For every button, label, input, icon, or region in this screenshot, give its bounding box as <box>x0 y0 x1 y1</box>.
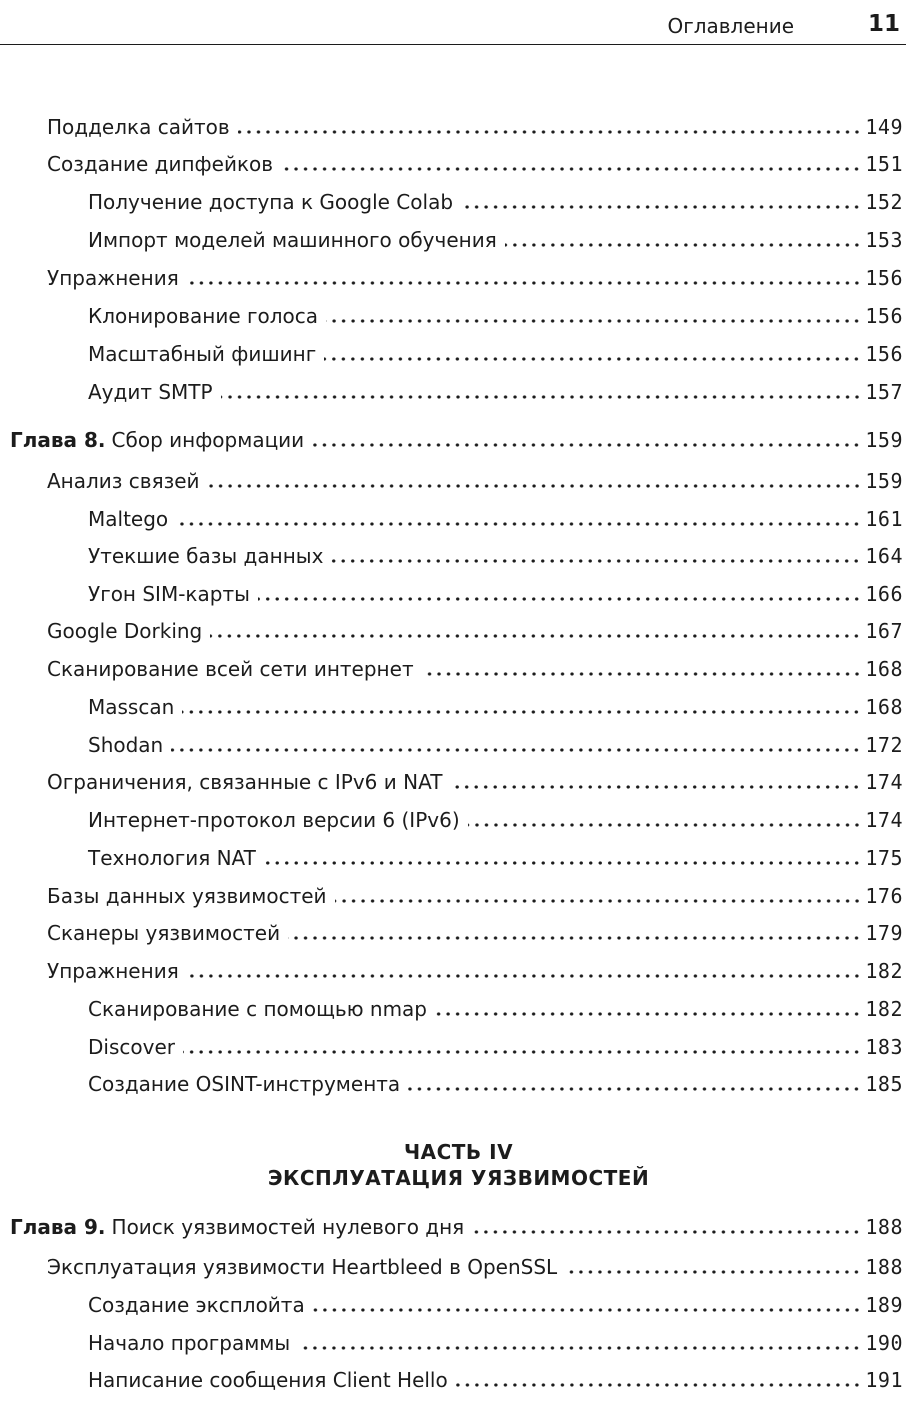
toc-entry-page: 161 <box>865 507 903 531</box>
toc-entry-page: 174 <box>865 770 903 794</box>
toc-entry[interactable] <box>0 690 917 720</box>
toc-entry-title: Создание OSINT-инструмента <box>88 1072 401 1096</box>
dot-leader <box>187 281 862 285</box>
toc-chapter-entry[interactable] <box>0 423 917 453</box>
dot-leader <box>176 522 861 526</box>
toc-entry-page: 164 <box>865 544 903 568</box>
toc-entry-page: 159 <box>865 469 903 493</box>
dot-leader <box>298 1346 861 1350</box>
toc-entry-title: Утекшие базы данных <box>88 544 324 568</box>
toc-entry[interactable] <box>0 1067 917 1097</box>
toc-entry-page: 185 <box>865 1072 903 1096</box>
toc-entry-title: Аудит SMTP <box>88 380 213 404</box>
dot-leader <box>183 1050 861 1054</box>
toc-entry-title: Интернет-протокол версии 6 (IPv6) <box>88 808 460 832</box>
toc-entry[interactable] <box>0 261 917 291</box>
toc-entry-title: Упражнения <box>47 959 179 983</box>
toc-entry-page: 188 <box>865 1215 903 1239</box>
toc-entry-page: 176 <box>865 884 903 908</box>
toc-entry[interactable] <box>0 539 917 569</box>
toc-entry-title: Создание эксплойта <box>88 1293 305 1317</box>
toc-entry-title: Масштабный фишинг <box>88 342 317 366</box>
dot-leader <box>264 861 861 865</box>
toc-entry-title: Masscan <box>88 695 175 719</box>
toc-entry-title: Импорт моделей машинного обучения <box>88 228 497 252</box>
dot-leader <box>171 748 861 752</box>
toc-entry-title: Угон SIM-карты <box>88 582 250 606</box>
toc-entry-title: Сканирование всей сети интернет <box>47 657 414 681</box>
toc-entry-title: Написание сообщения Client Hello <box>88 1368 448 1392</box>
chapter-label: Глава 8. <box>10 428 106 452</box>
dot-leader <box>468 823 862 827</box>
toc-entry[interactable] <box>0 728 917 758</box>
page-number: 11 <box>867 11 900 37</box>
dot-leader <box>472 1230 861 1234</box>
toc-entry[interactable] <box>0 879 917 909</box>
dot-leader <box>182 710 861 714</box>
toc-entry[interactable] <box>0 765 917 795</box>
toc-entry-title: Подделка сайтов <box>47 115 230 139</box>
dot-leader <box>326 319 861 323</box>
dot-leader <box>258 597 861 601</box>
toc-entry-title: Технология NAT <box>88 846 256 870</box>
toc-entry-page: 151 <box>865 152 903 176</box>
toc-entry-title: Discover <box>88 1035 175 1059</box>
toc-entry-title: Maltego <box>88 507 169 531</box>
dot-leader <box>210 634 861 638</box>
dot-leader <box>313 1308 862 1312</box>
chapter-label: Глава 9. <box>10 1215 106 1239</box>
toc-entry[interactable] <box>0 992 917 1022</box>
dot-leader <box>221 395 862 399</box>
toc-entry[interactable] <box>0 147 917 177</box>
toc-entry[interactable] <box>0 110 917 140</box>
toc-entry[interactable] <box>0 185 917 215</box>
toc-entry[interactable] <box>0 1288 917 1318</box>
toc-entry-title: Сканирование с помощью nmap <box>88 997 428 1021</box>
toc-entry[interactable] <box>0 803 917 833</box>
toc-entry-page: 172 <box>865 733 903 757</box>
toc-entry[interactable] <box>0 337 917 367</box>
toc-entry-page: 152 <box>865 190 903 214</box>
dot-leader <box>461 205 861 209</box>
toc-entry-page: 182 <box>865 997 903 1021</box>
running-header-title: Оглавление <box>667 14 794 38</box>
toc-entry-title: Начало программы <box>88 1331 291 1355</box>
part-title: ЭКСПЛУАТАЦИЯ УЯЗВИМОСТЕЙ <box>267 1166 650 1190</box>
dot-leader <box>187 974 862 978</box>
toc-entry[interactable] <box>0 1326 917 1356</box>
dot-leader <box>456 1383 862 1387</box>
dot-leader <box>312 443 861 447</box>
toc-entry[interactable] <box>0 916 917 946</box>
toc-entry[interactable] <box>0 954 917 984</box>
toc-entry[interactable] <box>0 577 917 607</box>
toc-entry-page: 183 <box>865 1035 903 1059</box>
dot-leader <box>238 130 862 134</box>
part-number: ЧАСТЬ IV <box>403 1140 514 1164</box>
toc-entry[interactable] <box>0 1363 917 1393</box>
toc-chapter-entry[interactable] <box>0 1210 917 1240</box>
toc-entry-page: 156 <box>865 342 903 366</box>
toc-entry-title: Клонирование голоса <box>88 304 319 328</box>
dot-leader <box>208 484 862 488</box>
toc-entry-page: 188 <box>865 1255 903 1279</box>
dot-leader <box>565 1270 861 1274</box>
toc-entry-page: 156 <box>865 304 903 328</box>
toc-entry-page: 157 <box>865 380 903 404</box>
toc-entry[interactable] <box>0 652 917 682</box>
toc-entry[interactable] <box>0 223 917 253</box>
toc-entry-title: Базы данных уязвимостей <box>47 884 327 908</box>
toc-entry[interactable] <box>0 464 917 494</box>
dot-leader <box>288 936 861 940</box>
toc-entry-title: Эксплуатация уязвимости Heartbleed в OpenSSL <box>47 1255 558 1279</box>
toc-entry-page: 156 <box>865 266 903 290</box>
dot-leader <box>408 1087 861 1091</box>
toc-entry-title: Сбор информации <box>111 428 305 452</box>
dot-leader <box>505 243 862 247</box>
toc-entry-title: Ограничения, связанные с IPv6 и NAT <box>47 770 443 794</box>
toc-entry-page: 167 <box>865 619 903 643</box>
toc-entry-page: 189 <box>865 1293 903 1317</box>
toc-entry-page: 191 <box>865 1368 903 1392</box>
toc-entry-page: 168 <box>865 695 903 719</box>
toc-entry-page: 149 <box>865 115 903 139</box>
toc-entry-title: Упражнения <box>47 266 179 290</box>
dot-leader <box>324 357 861 361</box>
dot-leader <box>335 899 862 903</box>
dot-leader <box>281 167 861 171</box>
dot-leader <box>450 785 861 789</box>
toc-entry[interactable] <box>0 1030 917 1060</box>
toc-entry-title: Создание дипфейков <box>47 152 274 176</box>
toc-entry-title: Google Dorking <box>47 619 203 643</box>
toc-entry-title: Анализ связей <box>47 469 200 493</box>
dot-leader <box>435 1012 861 1016</box>
toc-entry-page: 159 <box>865 428 903 452</box>
toc-entry-title: Сканеры уязвимостей <box>47 921 281 945</box>
toc-entry[interactable] <box>0 299 917 329</box>
toc-entry-page: 175 <box>865 846 903 870</box>
dot-leader <box>331 559 861 563</box>
toc-entry-page: 174 <box>865 808 903 832</box>
toc-entry-page: 166 <box>865 582 903 606</box>
toc-entry[interactable] <box>0 502 917 532</box>
toc-entry-page: 179 <box>865 921 903 945</box>
toc-entry-page: 190 <box>865 1331 903 1355</box>
toc-entry-page: 168 <box>865 657 903 681</box>
toc-entry[interactable] <box>0 614 917 644</box>
toc-entry-title: Получение доступа к Google Colab <box>88 190 454 214</box>
toc-entry[interactable] <box>0 375 917 405</box>
toc-entry-title: Поиск уязвимостей нулевого дня <box>111 1215 465 1239</box>
toc-entry-title: Shodan <box>88 733 164 757</box>
toc-entry[interactable] <box>0 1250 917 1280</box>
toc-entry-page: 182 <box>865 959 903 983</box>
dot-leader <box>422 672 862 676</box>
toc-entry[interactable] <box>0 841 917 871</box>
toc-entry-page: 153 <box>865 228 903 252</box>
